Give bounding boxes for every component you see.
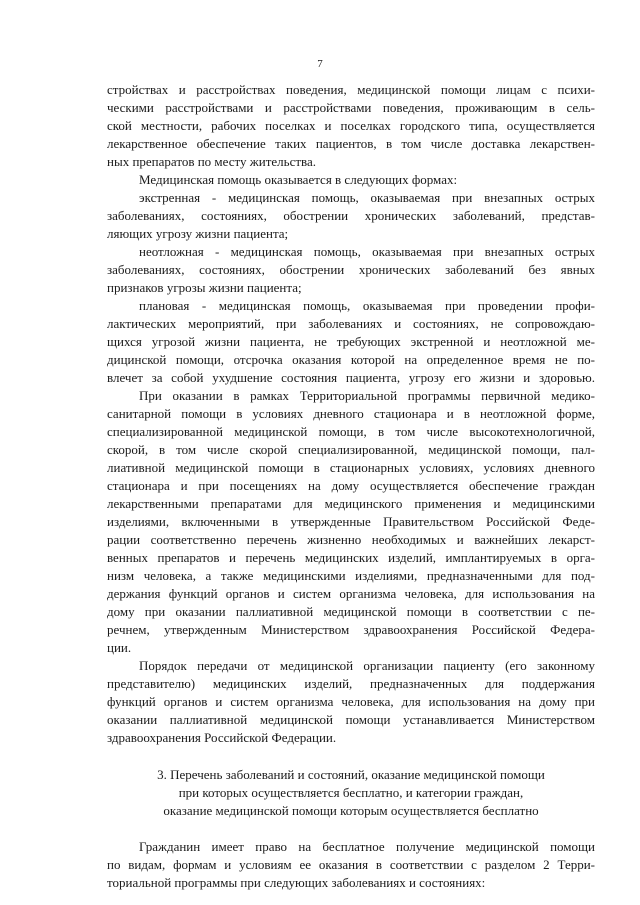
- text-line: ляющих угрозу жизни пациента;: [107, 226, 289, 241]
- text-line: скорой, в том числе скорой специализированной, медицинской помощи, пал-: [107, 442, 595, 457]
- text-line: специализированной медицинской помощи, в том числе высокотехнологичной,: [107, 424, 595, 439]
- text-line: лиативной медицинской помощи в стационарных условиях, условиях дневного: [107, 460, 595, 475]
- text-line: ториальной программы при следующих заболеваниях и состояниях:: [107, 875, 486, 890]
- text-line: заболеваниях, состояниях, обострении хронических заболеваний без явных: [107, 262, 595, 277]
- heading-line: при которых осуществляется бесплатно, и категории граждан,: [178, 785, 524, 800]
- text-line: плановая - медицинская помощь, оказываемая при проведении профи-: [139, 298, 595, 313]
- text-line: дицинской помощи, отсрочка оказания которой на определенное время не по-: [107, 352, 595, 367]
- text-line: здравоохранения Российской Федерации.: [107, 730, 337, 745]
- text-line: влечет за собой ухудшение состояния пациента, угрозу его жизни и здоровью.: [107, 370, 595, 385]
- text-line: санитарной помощи в условиях дневного стационара и в неотложной форме,: [107, 406, 595, 421]
- text-line: речнем, утвержденным Министерством здравоохранения Российской Федера-: [107, 622, 595, 637]
- text-line: оказании паллиативной медицинской помощи устанавливается Министерством: [107, 712, 595, 727]
- text-line: Медицинская помощь оказывается в следующих формах:: [139, 172, 458, 187]
- text-line: При оказании в рамках Территориальной программы первичной медико-: [139, 388, 595, 403]
- text-line: заболеваниях, состояниях, обострении хронических заболеваний, представ-: [107, 208, 595, 223]
- text-line: по видам, формам и условиям ее оказания в соответствии с разделом 2 Терри-: [107, 857, 595, 872]
- text-line: Гражданин имеет право на бесплатное получение медицинской помощи: [139, 839, 595, 854]
- text-line: экстренная - медицинская помощь, оказываемая при внезапных острых: [139, 190, 595, 205]
- text-line: лактических мероприятий, при заболеваниях и состояниях, не сопровождаю-: [107, 316, 595, 331]
- text-line: представителю) медицинских изделий, предназначенных для поддержания: [107, 676, 595, 691]
- text-line: ской местности, рабочих поселках и поселках городского типа, осуществляется: [107, 118, 595, 133]
- text-line: неотложная - медицинская помощь, оказываемая при внезапных острых: [139, 244, 595, 259]
- text-line: ных препаратов по месту жительства.: [107, 154, 317, 169]
- text-line: венных препаратов и перечень медицинских изделий, имплантируемых в орга-: [107, 550, 595, 565]
- text-line: ции.: [107, 640, 132, 655]
- text-line: стройствах и расстройствах поведения, медицинской помощи лицам с психи-: [107, 82, 595, 97]
- text-line: стационара и при посещениях на дому осуществляется обеспечение граждан: [107, 478, 595, 493]
- text-line: щихся угрозой жизни пациента, не требующих экстренной и неотложной ме-: [107, 334, 595, 349]
- text-line: низм человека, а также медицинскими изделиями, предназначенными для под-: [107, 568, 595, 583]
- text-line: держания функций органов и систем организма человека, для использования на: [107, 586, 595, 601]
- text-line: изделиями, включенными в утвержденные Правительством Российской Феде-: [107, 514, 595, 529]
- text-line: дому при оказании паллиативной медицинской помощи в соответствии с пе-: [107, 604, 595, 619]
- heading-line: оказание медицинской помощи которым осуществляется бесплатно: [163, 803, 539, 818]
- text-line: лекарственными препаратами для медицинского применения и медицинскими: [107, 496, 595, 511]
- text-line: ческими расстройствами и расстройствами поведения, проживающим в сель-: [107, 100, 595, 115]
- text-line: лекарственное обеспечение таких пациентов, в том числе доставка лекарствен-: [107, 136, 595, 151]
- text-line: признаков угрозы жизни пациента;: [107, 280, 302, 295]
- text-line: рации соответственно перечень жизненно необходимых и важнейших лекарст-: [107, 532, 595, 547]
- heading-line: 3. Перечень заболеваний и состояний, оказание медицинской помощи: [157, 767, 545, 782]
- page-number: 7: [317, 58, 323, 70]
- text-line: функций органов и систем организма человека, для использования на дому при: [107, 694, 595, 709]
- text-line: Порядок передачи от медицинской организации пациенту (его законному: [139, 658, 595, 673]
